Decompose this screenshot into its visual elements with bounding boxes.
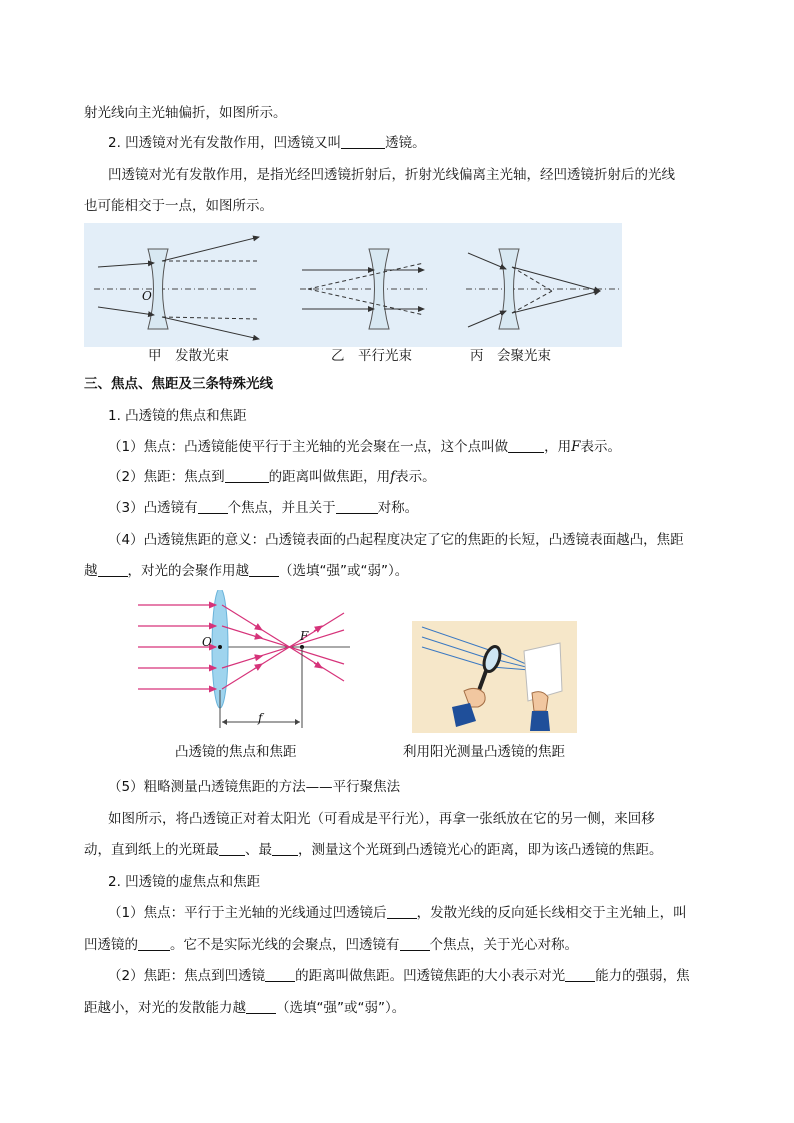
text-method-title: （5）粗略测量凸透镜焦距的方法——平行聚焦法 (108, 779, 401, 795)
text-segment: 表示。 (580, 439, 621, 455)
text-segment: 越 (84, 563, 98, 579)
text-segment: ，用 (544, 439, 572, 455)
text-focal-meaning: （4）凸透镜焦距的意义：凸透镜表面的凸起程度决定了它的焦距的长短，凸透镜表面越凸，焦距 (108, 532, 684, 548)
fill-blank (219, 841, 245, 856)
text-segment: ，发散光线的反向延长线相交于主光轴上，叫 (416, 905, 687, 921)
text-focal-length-def (108, 467, 436, 487)
text-segment: （选填“强”或“弱”）。 (276, 1000, 406, 1016)
text-virtual-focus-2 (84, 935, 578, 955)
text-segment: 动，直到纸上的光斑最 (84, 842, 219, 858)
fill-blank (265, 967, 295, 982)
fill-blank (400, 936, 430, 951)
fill-blank (246, 999, 276, 1014)
text-focus-count (108, 498, 418, 518)
text-segment: 个焦点，并且关于 (227, 500, 336, 516)
text-segment: 透镜。 (385, 135, 426, 151)
sunlight-measurement-figure (412, 621, 577, 733)
text-segment: （1）焦点：凸透镜能使平行于主光轴的光会聚在一点，这个点叫做 (108, 439, 509, 455)
text-segment: 、最 (245, 842, 272, 858)
fill-blank (225, 468, 269, 483)
caption-divergent: 甲 发散光束 (148, 348, 229, 364)
subheading-2: 2. 凹透镜的虚焦点和焦距 (108, 874, 261, 890)
text-segment: 距越小，对光的发散能力越 (84, 1000, 246, 1016)
label-o: O (142, 289, 152, 303)
label-f-length: f (258, 711, 263, 725)
text-segment: 能力的强弱，焦 (595, 968, 690, 984)
label-f-point: F (300, 629, 309, 643)
subheading-1: 1. 凸透镜的焦点和焦距 (108, 408, 247, 424)
label-o: O (202, 635, 212, 649)
text-segment: 的距离叫做焦距。凹透镜焦距的大小表示对光 (295, 968, 566, 984)
symbol-f-upper: F (571, 439, 581, 455)
fill-blank (249, 562, 279, 577)
text-line-3: 凹透镜对光有发散作用，是指光经凹透镜折射后，折射光线偏离主光轴，经凹透镜折射后的光线 (108, 167, 675, 183)
text-segment: 凹透镜的 (84, 937, 138, 953)
caption-parallel: 乙 平行光束 (331, 348, 412, 364)
text-line-2 (108, 133, 426, 153)
text-segment: （2）焦距：焦点到凹透镜 (108, 968, 266, 984)
fill-blank (336, 499, 378, 514)
text-line-4: 也可能相交于一点，如图所示。 (84, 198, 273, 214)
symbol-f-lower: f (390, 469, 396, 485)
caption-convex-focus: 凸透镜的焦点和焦距 (175, 744, 297, 760)
text-segment: 。它不是实际光线的会聚点，凹透镜有 (170, 937, 400, 953)
text-line-1: 射光线向主光轴偏折，如图所示。 (84, 105, 287, 121)
text-segment: ，测量这个光斑到凸透镜光心的距离，即为该凸透镜的焦距。 (298, 842, 663, 858)
text-segment: 2. 凹透镜对光有发散作用，凹透镜又叫 (108, 135, 342, 151)
text-segment: ，对光的会聚作用越 (127, 563, 249, 579)
text-segment: 对称。 (377, 500, 419, 516)
section-title-3: 三、焦点、焦距及三条特殊光线 (84, 376, 273, 392)
caption-convergent: 丙 会聚光束 (470, 348, 551, 364)
text-concave-focal-length (108, 966, 690, 986)
text-segment: （1）焦点：平行于主光轴的光线通过凹透镜后 (108, 905, 387, 921)
fill-blank (98, 562, 128, 577)
text-virtual-focus (108, 903, 687, 923)
text-focal-meaning-2 (84, 561, 408, 581)
fill-blank (198, 499, 228, 514)
text-segment: 个焦点，关于光心对称。 (429, 937, 578, 953)
text-segment: （选填“强”或“弱”）。 (279, 563, 409, 579)
fill-blank (565, 967, 595, 982)
text-focus-def (108, 437, 621, 457)
text-method-desc: 如图所示，将凸透镜正对着太阳光（可看成是平行光），再拿一张纸放在它的另一侧，来回移 (108, 811, 655, 827)
text-method-desc-2 (84, 840, 663, 860)
text-segment: （3）凸透镜有 (108, 500, 198, 516)
caption-sunlight-measurement: 利用阳光测量凸透镜的焦距 (403, 744, 565, 760)
text-segment: （2）焦距：焦点到 (108, 469, 225, 485)
fill-blank (272, 841, 298, 856)
fill-blank (508, 438, 544, 453)
concave-lens-figure (84, 223, 622, 347)
fill-blank (138, 936, 170, 951)
text-segment: 的距离叫做焦距，用 (268, 469, 391, 485)
text-concave-focal-length-2 (84, 998, 405, 1018)
text-segment: 表示。 (395, 469, 436, 485)
convex-lens-figure (134, 590, 354, 732)
fill-blank (387, 904, 417, 919)
fill-blank (341, 134, 385, 149)
